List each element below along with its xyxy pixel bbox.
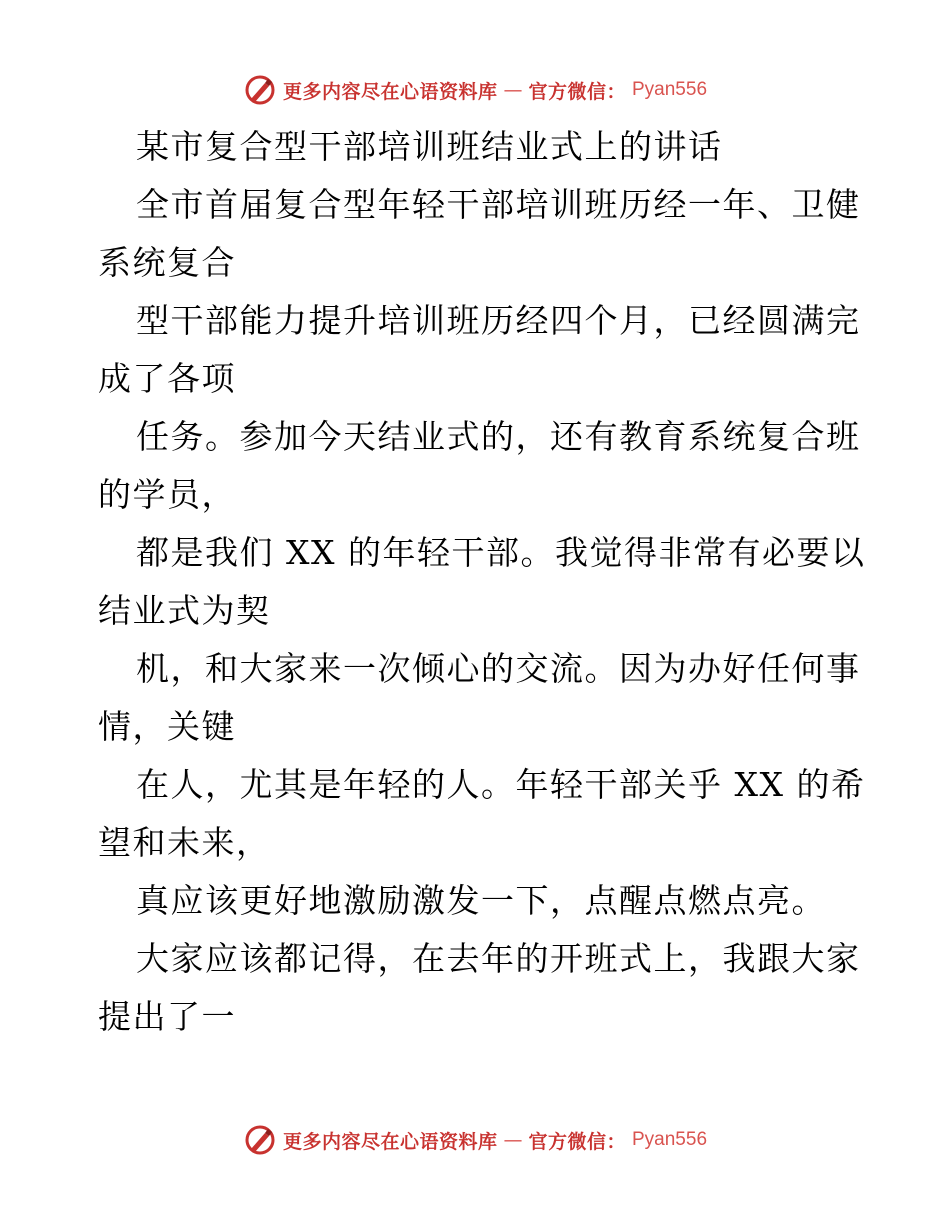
watermark-separator: — [503,1129,523,1151]
pen-logo-icon [243,73,277,107]
footer-watermark [0,1120,950,1160]
header-watermark [0,70,950,110]
text-line: 大家应该都记得，在去年的开班式上，我跟大家 [136,939,861,978]
text-line: 任务。参加今天结业式的，还有教育系统复合班 [136,417,861,456]
watermark-handle: Pyan556 [632,1129,708,1150]
text-line: 结业式为契 [98,591,271,630]
text-line: 机，和大家来一次倾心的交流。因为办好任何事 [136,649,861,688]
document-title: 某市复合型干部培训班结业式上的讲话 [136,127,723,166]
text-line: 在人，尤其是年轻的人。年轻干部关乎 XX 的希 [136,765,866,804]
text-line: 都是我们 XX 的年轻干部。我觉得非常有必要以 [136,533,866,572]
watermark-text: 更多内容尽在心语资料库 [282,1130,498,1153]
text-line: 提出了一 [98,997,236,1036]
text-line: 系统复合 [98,243,236,282]
watermark-text: 更多内容尽在心语资料库 [282,80,498,103]
document-body [98,118,866,1046]
text-line: 全市首届复合型年轻干部培训班历经一年、卫健 [136,185,861,224]
watermark-group [243,73,707,107]
text-line: 真应该更好地激励激发一下，点醒点燃点亮。 [136,881,826,920]
watermark-handle: Pyan556 [632,79,708,100]
text-line: 的学员， [98,475,236,514]
watermark-group [243,1123,707,1157]
text-line: 望和未来， [98,823,271,862]
pen-logo-icon [243,1123,277,1157]
text-line: 型干部能力提升培训班历经四个月，已经圆满完 [136,301,861,340]
watermark-label: 官方微信： [528,80,626,103]
watermark-label: 官方微信： [528,1130,626,1153]
text-line: 成了各项 [98,359,236,398]
text-line: 情，关键 [98,707,236,746]
watermark-separator: — [503,79,523,101]
